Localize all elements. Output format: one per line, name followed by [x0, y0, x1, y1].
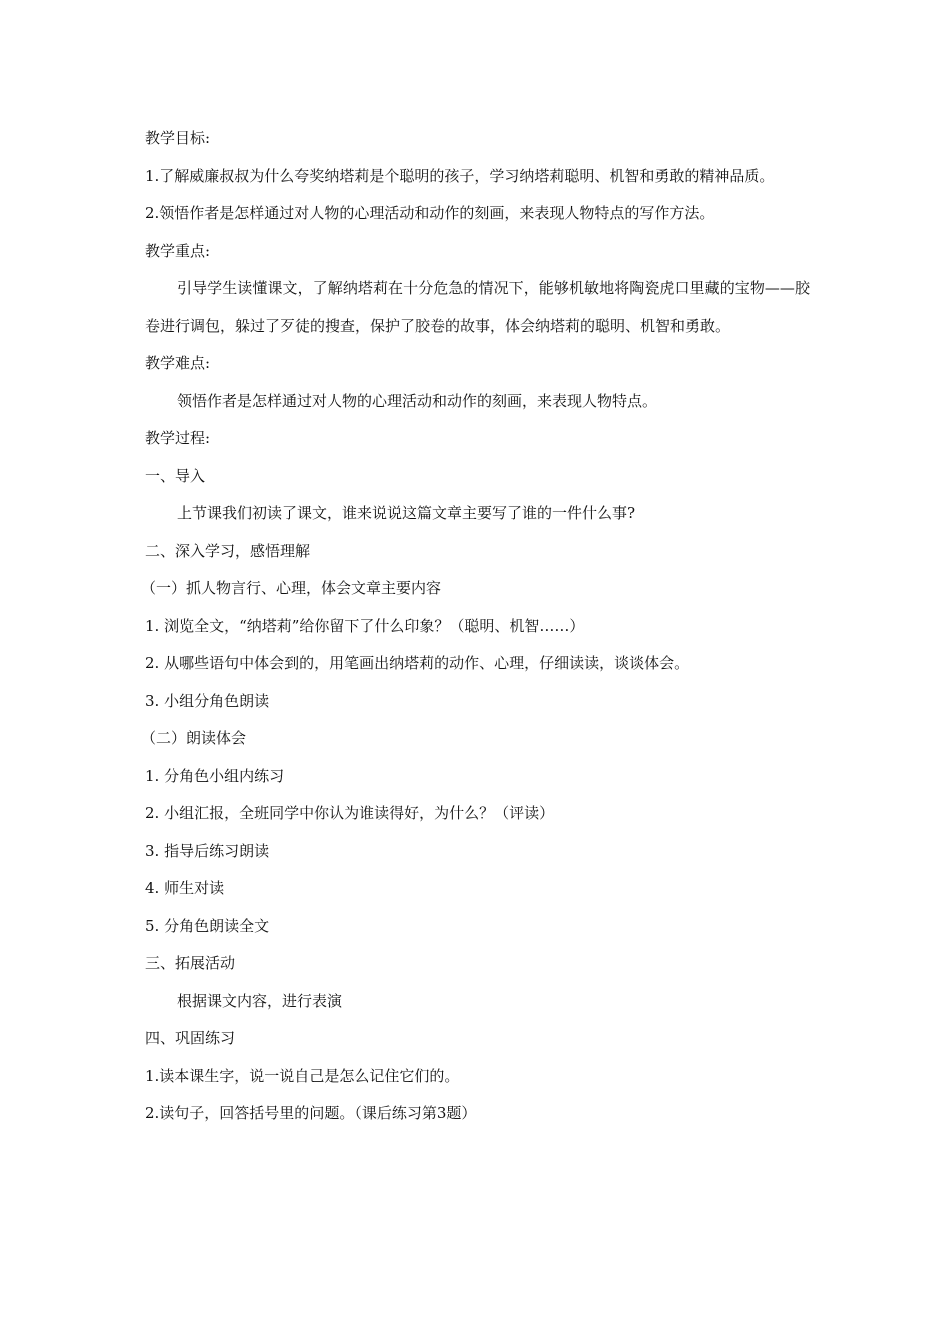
- introduction-paragraph: 上节课我们初读了课文，谁来说说这篇文章主要写了谁的一件什么事?: [177, 504, 636, 522]
- subsection-heading-2: （二）朗读体会: [141, 729, 247, 747]
- list-item: 1. 浏览全文，“纳塔莉”给你留下了什么印象？（聪明、机智……）: [145, 616, 585, 635]
- list-item: 5. 分角色朗读全文: [145, 916, 270, 935]
- list-item: 4. 师生对读: [145, 879, 225, 897]
- heading-difficult-points: 教学难点:: [145, 354, 211, 372]
- objective-item-2: 2.领悟作者是怎样通过对人物的心理活动和动作的刻画，来表现人物特点的写作方法。: [145, 204, 715, 222]
- objective-item-1: 1.了解威廉叔叔为什么夸奖纳塔莉是个聪明的孩子，学习纳塔莉聪明、机智和勇敢的精神品质。: [145, 166, 775, 185]
- list-item: 2.读句子，回答括号里的问题。（课后练习第3题）: [145, 1104, 477, 1122]
- heading-teaching-objectives: 教学目标:: [145, 129, 211, 147]
- heading-teaching-process: 教学过程:: [145, 429, 211, 447]
- list-item: 3. 指导后练习朗读: [145, 841, 270, 860]
- list-item: 1.读本课生字，说一说自己是怎么记住它们的。: [145, 1066, 460, 1085]
- list-item: 2. 小组汇报，全班同学中你认为谁读得好，为什么？（评读）: [145, 804, 555, 822]
- difficult-points-paragraph: 领悟作者是怎样通过对人物的心理活动和动作的刻画，来表现人物特点。: [177, 391, 658, 410]
- extension-paragraph: 根据课文内容，进行表演: [177, 991, 343, 1010]
- key-points-paragraph: 引导学生读懂课文，了解纳塔莉在十分危急的情况下，能够机敏地将陶瓷虎口里藏的宝物——胶卷进行调包，躲过了歹徒的搜查，保护了胶卷的故事，体会纳塔莉的聪明、机智和勇敢。: [145, 279, 810, 335]
- section-heading-introduction: 一、导入: [145, 466, 206, 485]
- lesson-plan-body: [141, 120, 810, 1133]
- heading-key-points: 教学重点:: [145, 241, 211, 260]
- list-item: 2. 从哪些语句中体会到的，用笔画出纳塔莉的动作、心理，仔细读读，谈谈体会。: [145, 654, 690, 672]
- subsection-heading-1: （一）抓人物言行、心理，体会文章主要内容: [141, 579, 442, 597]
- section-heading-extension: 三、拓展活动: [145, 954, 236, 972]
- section-heading-practice: 四、巩固练习: [145, 1029, 236, 1047]
- list-item: 1. 分角色小组内练习: [145, 766, 285, 785]
- list-item: 3. 小组分角色朗读: [145, 691, 270, 710]
- section-heading-deep-learning: 二、深入学习，感悟理解: [145, 541, 311, 560]
